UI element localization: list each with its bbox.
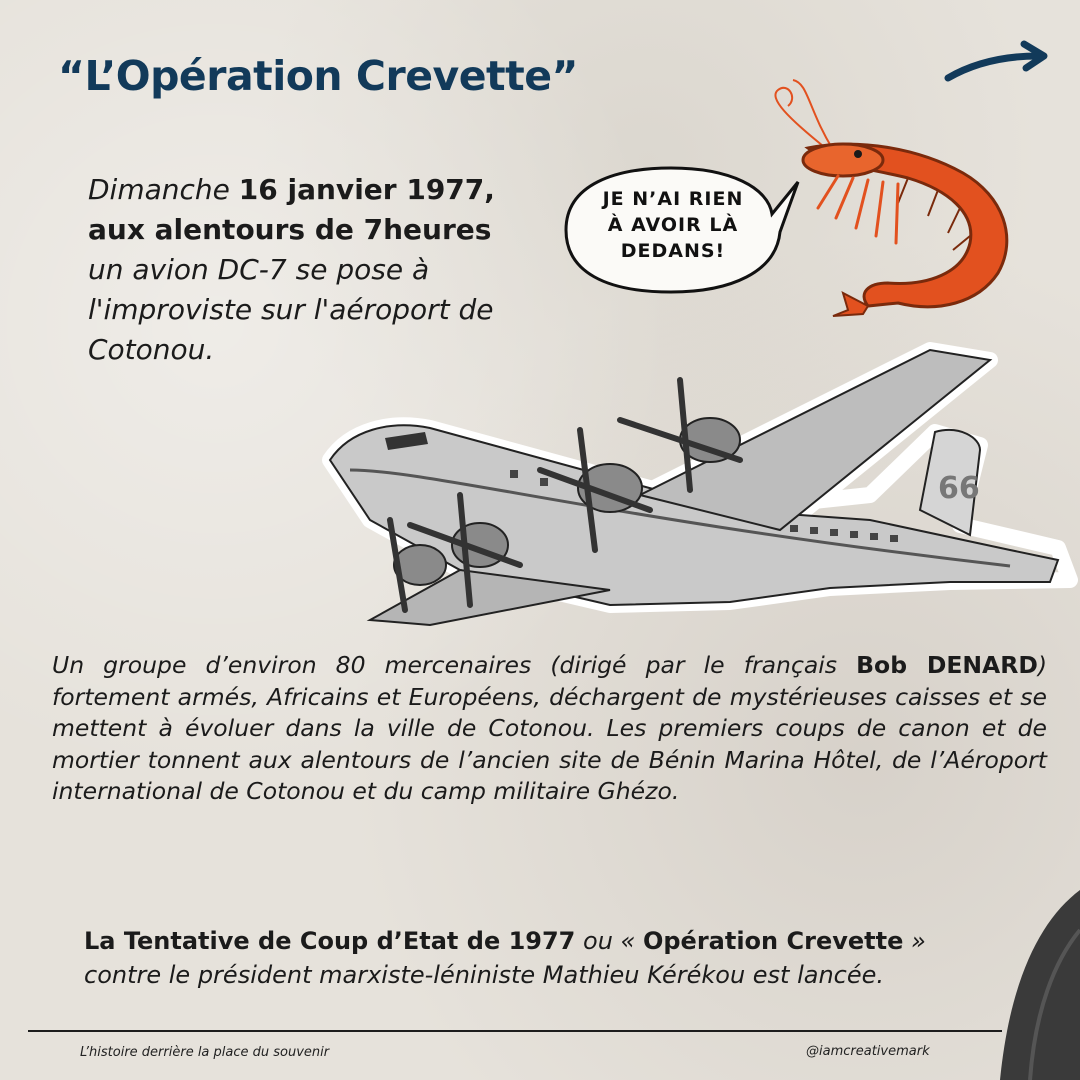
speech-bubble-text (580, 186, 766, 264)
closing-bold-1: La Tentative de Coup d’Etat de 1977 (84, 927, 576, 955)
bubble-line-1: JE N’AI RIEN (602, 188, 744, 210)
closing-statement (84, 924, 1004, 992)
intro-time: aux alentours de 7heures (88, 213, 492, 246)
shrimp-illustration (748, 78, 1038, 318)
intro-event: un avion DC-7 se pose à l'improviste sur l'aéroport de Cotonou. (88, 253, 494, 366)
closing-rest: contre le président marxiste-léniniste Mathieu Kérékou est lancée. (84, 961, 885, 989)
footer-series-title: L’histoire derrière la place du souvenir (80, 1045, 330, 1060)
portrait-corner-photo (980, 890, 1080, 1080)
dc7-plane-illustration (310, 320, 1080, 630)
closing-italic-1: ou « (575, 927, 643, 955)
intro-day: Dimanche (88, 173, 239, 206)
main-paragraph (52, 650, 1047, 808)
footer-divider (28, 1030, 1002, 1032)
closing-bold-2: Opération Crevette (642, 927, 904, 955)
closing-italic-2: » (903, 927, 926, 955)
paragraph-part-1: Un groupe d’environ 80 mercenaires (dirigé par le français (52, 651, 857, 679)
paragraph-part-2: ) fortement armés, Africains et Européens, déchargent de mystérieuses caisses et se mettent à évoluer dans la ville de Cotonou. Les premiers coups de canon et de mortier tonnent aux alentours de l’ancien site de Bénin Marina Hôtel, de l’Aéroport international de Cotonou et du camp militaire Ghézo. (52, 651, 1048, 805)
plane-tail-number: 66 (938, 471, 980, 506)
bubble-line-2: À AVOIR LÀ (607, 214, 739, 236)
footer-handle[interactable]: @iamcreativemark (806, 1044, 930, 1059)
page-title: “L’Opération Crevette” (58, 52, 578, 100)
paragraph-name: Bob DENARD (856, 651, 1038, 679)
bubble-line-3: DEDANS! (620, 240, 726, 262)
intro-date: 16 janvier 1977, (238, 173, 495, 206)
